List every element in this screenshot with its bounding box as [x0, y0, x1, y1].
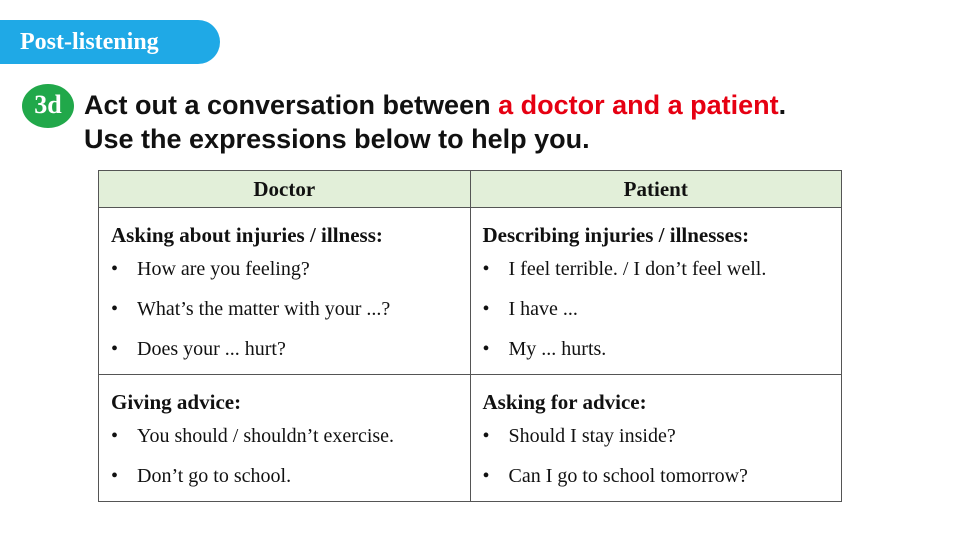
cell-doctor-asking	[99, 208, 471, 375]
bullet-icon: •	[111, 338, 119, 360]
list-item: • You should / shouldn’t exercise.	[111, 425, 395, 447]
list-item: • Does your ... hurt?	[111, 338, 286, 360]
bullet-icon: •	[482, 258, 490, 280]
list-item: • Can I go to school tomorrow?	[482, 465, 748, 487]
header-doctor: Doctor	[99, 171, 471, 208]
expression-list	[111, 423, 460, 489]
section-tab-post-listening: Post-listening	[0, 20, 220, 64]
bullet-icon: •	[111, 298, 119, 320]
instruction-line-1-suffix: .	[778, 90, 787, 120]
expression-list	[111, 256, 460, 362]
list-item: • Don’t go to school.	[111, 465, 292, 487]
header-patient: Patient	[470, 171, 842, 208]
instruction-line-1	[84, 88, 944, 122]
cell-heading: Giving advice:	[111, 390, 242, 414]
bullet-icon: •	[111, 465, 119, 487]
list-item: • My ... hurts.	[482, 338, 607, 360]
instruction-highlight: a doctor and a patient	[498, 90, 779, 120]
activity-number-badge: 3d	[22, 84, 74, 128]
bullet-icon: •	[482, 425, 490, 447]
expression-list	[483, 423, 832, 489]
instruction-text	[84, 88, 944, 156]
bullet-icon: •	[482, 465, 490, 487]
instruction-line-2: Use the expressions below to help you.	[84, 124, 590, 154]
list-item: • What’s the matter with your ...?	[111, 298, 391, 320]
cell-patient-describing	[470, 208, 842, 375]
table-row	[99, 208, 842, 375]
list-item: • How are you feeling?	[111, 258, 310, 280]
bullet-icon: •	[482, 298, 490, 320]
cell-heading: Describing injuries / illnesses:	[482, 223, 750, 247]
cell-heading: Asking about injuries / illness:	[111, 223, 383, 247]
cell-doctor-advice	[99, 375, 471, 502]
instruction-line-1-prefix: Act out a conversation between	[84, 90, 499, 120]
cell-heading: Asking for advice:	[482, 390, 647, 414]
bullet-icon: •	[482, 338, 490, 360]
table-row	[99, 375, 842, 502]
bullet-icon: •	[111, 258, 119, 280]
expression-list	[483, 256, 832, 362]
list-item: • Should I stay inside?	[482, 425, 676, 447]
cell-patient-asking-advice	[470, 375, 842, 502]
list-item: • I have ...	[482, 298, 578, 320]
bullet-icon: •	[111, 425, 119, 447]
list-item: • I feel terrible. / I don’t feel well.	[482, 258, 767, 280]
expressions-table	[98, 170, 842, 502]
table-header-row	[99, 171, 842, 208]
